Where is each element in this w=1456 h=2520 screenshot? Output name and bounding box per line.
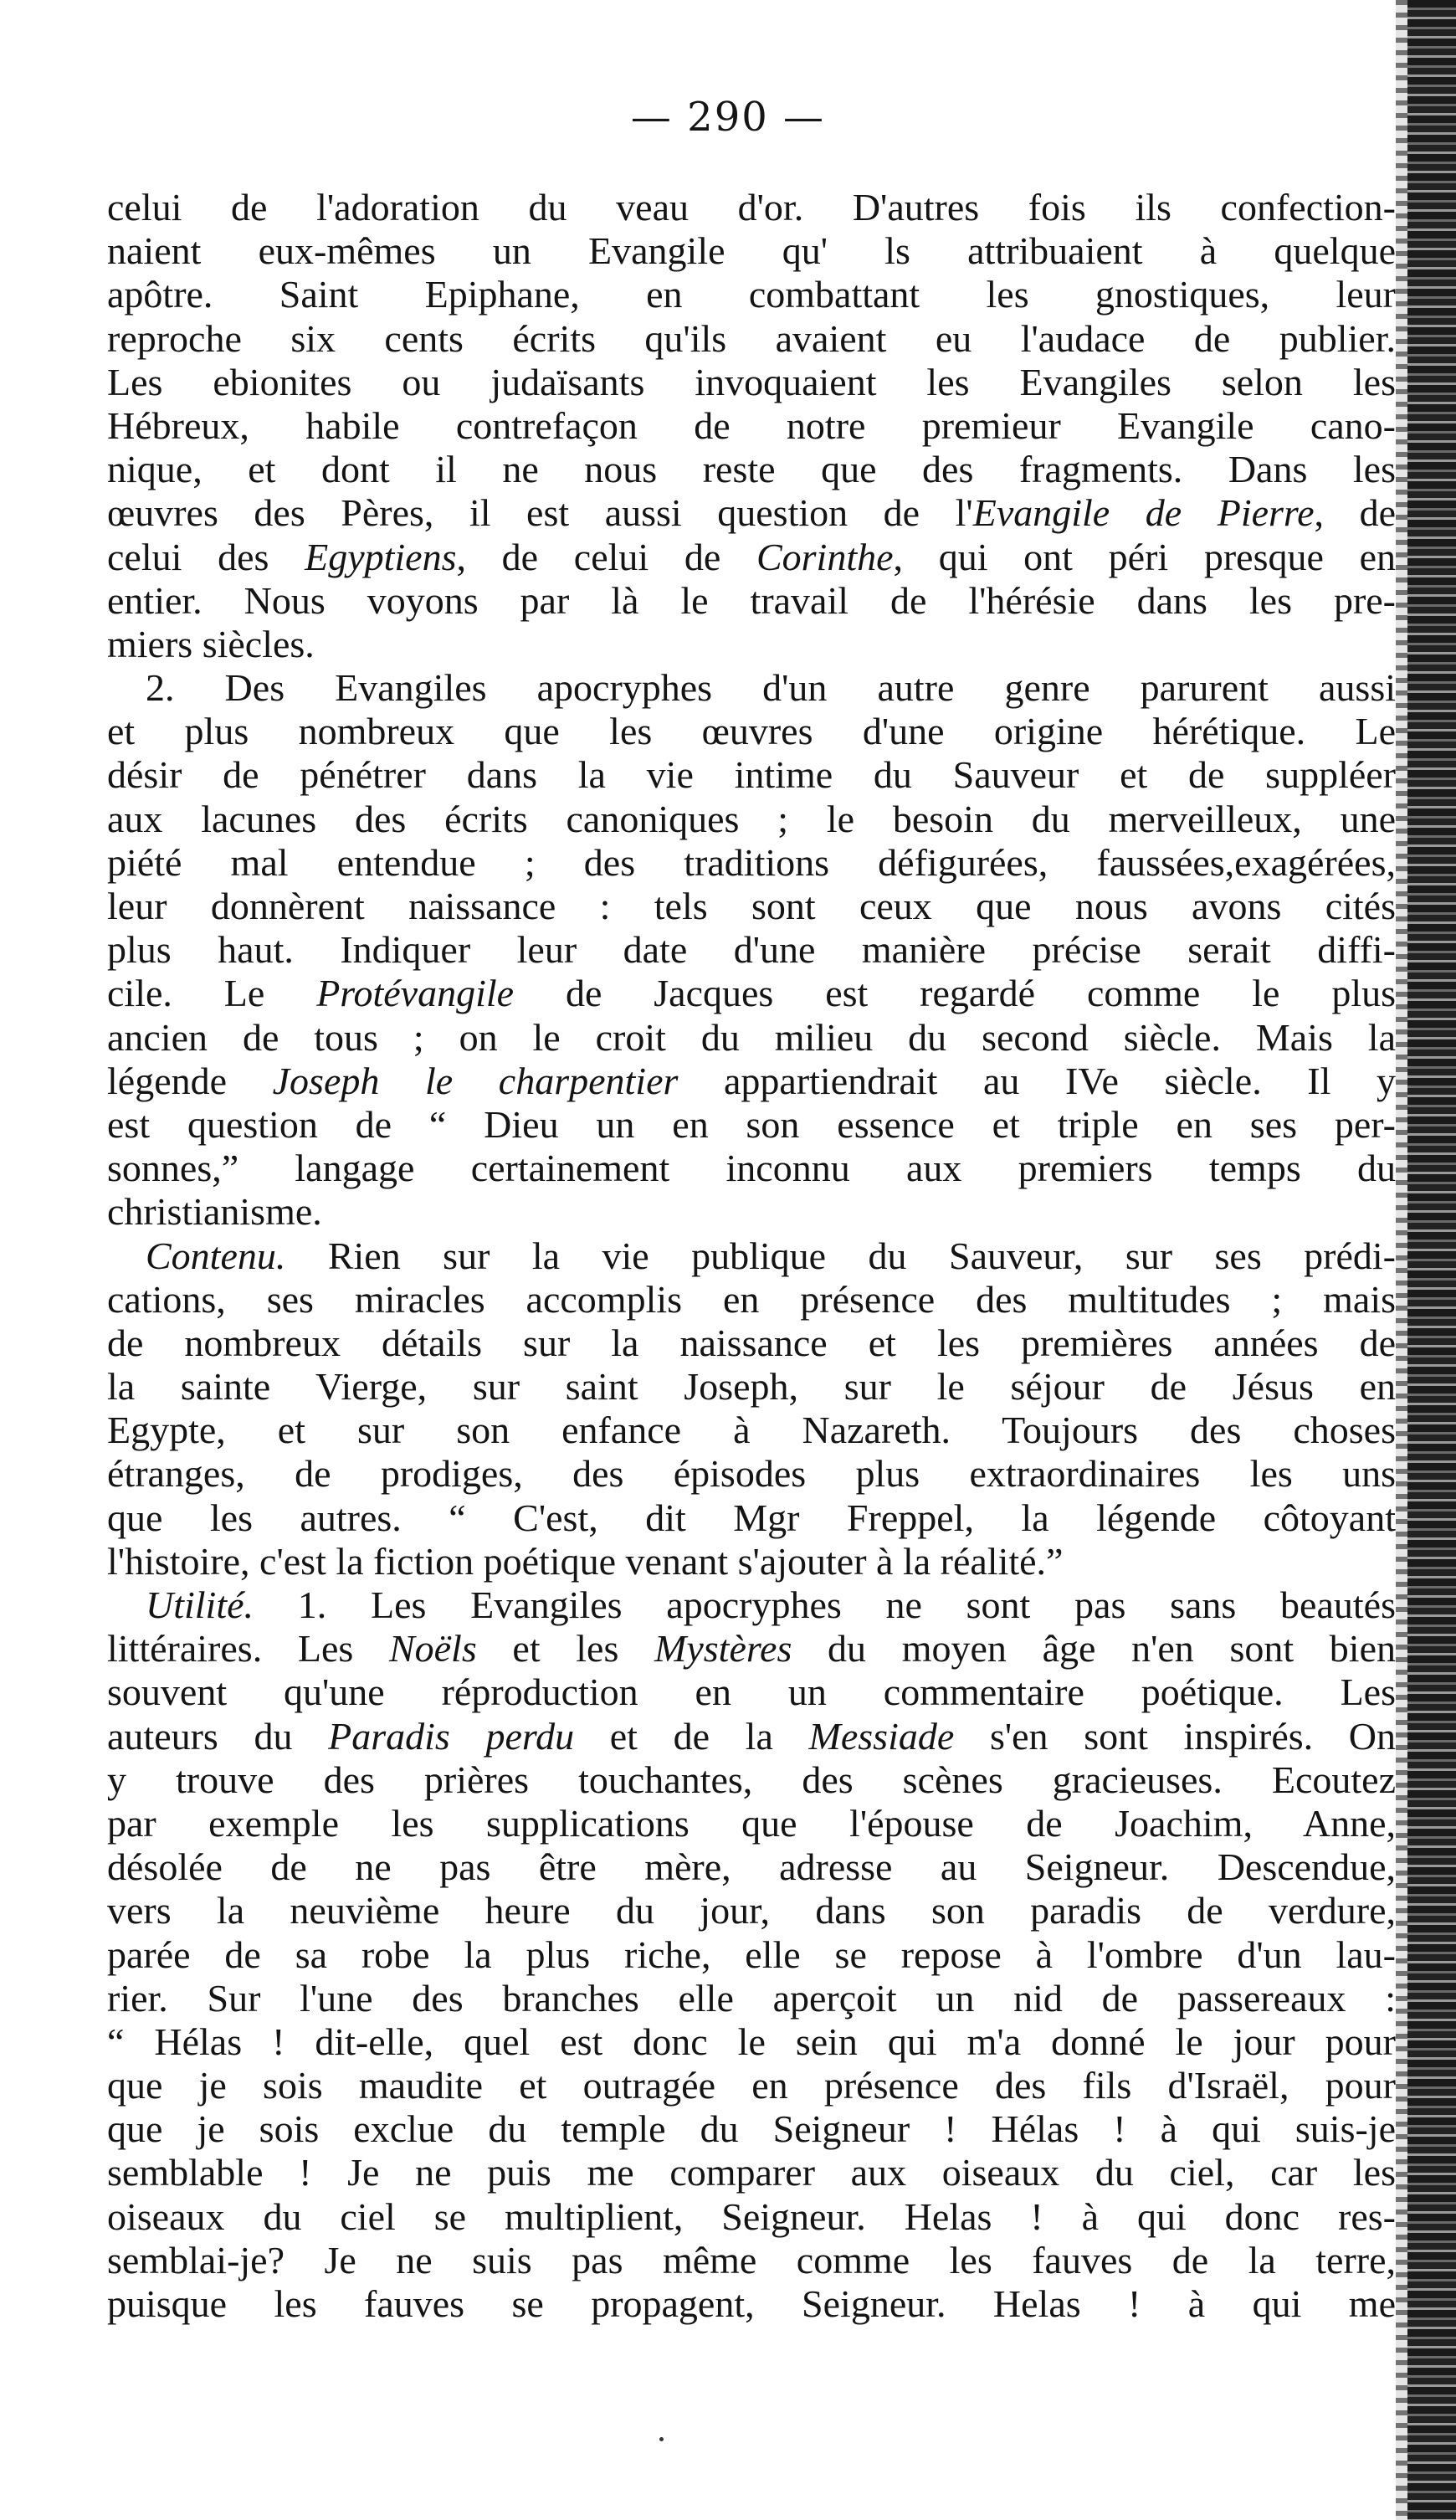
text-line [107,1627,1396,1671]
italic-title: Protévangile [316,972,515,1015]
text-line: oiseaux du ciel se multiplient, Seigneur. Helas ! à qui donc res- [107,2194,1396,2238]
text-line: plus haut. Indiquer leur date d'une manière précise serait diffi- [107,928,1396,972]
text-line: naient eux-mêmes un Evangile qu' ls attribuaient à quelque [107,229,1396,273]
scan-edge-shadow [1407,0,1456,2520]
text-line: de nombreux détails sur la naissance et les premières années de [107,1321,1396,1364]
text-line: entier. Nous voyons par là le travail de l'hérésie dans les pre- [107,578,1396,622]
text-line: vers la neuvième heure du jour, dans son paradis de verdure, [107,1889,1396,1932]
body-text [107,186,1396,2326]
text-segment: , de [1314,491,1396,535]
section-heading: Utilité. [146,1583,254,1626]
text-line: miers siècles. [107,622,315,665]
text-line: désir de pénétrer dans la vie intime du Sauveur et de suppléer [107,753,1396,797]
text-line: que je sois maudite et outragée en présence des fils d'Israël, pour [107,2064,1396,2107]
text-line: celui de l'adoration du veau d'or. D'autres fois ils confection- [107,186,1396,228]
text-line: souvent qu'une réproduction en un commentaire poétique. Les [107,1671,1396,1714]
text-line: la sainte Vierge, sur saint Joseph, sur le séjour de Jésus en [107,1365,1396,1409]
text-line: aux lacunes des écrits canoniques ; le besoin du merveilleux, une [107,797,1396,840]
text-segment: œuvres des Pères, il est aussi question de l' [107,491,973,535]
text-segment: et les [476,1627,655,1671]
text-line: semblai-je? Je ne suis pas même comme les fauves de la terre, [107,2238,1396,2281]
text-segment: , qui ont péri presque en [893,535,1397,578]
italic-title: Noëls [388,1627,477,1671]
italic-title: Evangile de Pierre [972,491,1315,535]
text-line: parée de sa robe la plus riche, elle se repose à l'ombre d'un lau- [107,1932,1396,1976]
text-line: et plus nombreux que les œuvres d'une origine hérétique. Le [107,710,1396,753]
text-line: sonnes,” langage certainement inconnu aux premiers temps du [107,1147,1396,1190]
text-line: désolée de ne pas être mère, adresse au Seigneur. Descendue, [107,1845,1396,1889]
text-line [107,1234,1396,1278]
text-segment: 1. Les Evangiles apocryphes ne sont pas sans beautés [254,1583,1396,1626]
text-line [107,1715,1396,1758]
text-line: christianisme. [107,1190,322,1234]
text-line [107,972,1396,1015]
text-line: Hébreux, habile contrefaçon de notre premieur Evangile cano- [107,403,1396,447]
italic-title: Corinthe [756,535,894,578]
text-segment: du moyen âge n'en sont bien [792,1627,1397,1671]
text-line: Egypte, et sur son enfance à Nazareth. Toujours des choses [107,1409,1396,1452]
text-line [107,1583,1396,1627]
text-line: leur donnèrent naissance : tels sont ceux que nous avons cités [107,885,1396,927]
text-line: piété mal entendue ; des traditions défigurées, faussées,exagérées, [107,840,1396,884]
section-heading: Contenu. [146,1234,286,1277]
text-segment: appartiendrait au IVe siècle. Il y [678,1059,1397,1102]
text-line: puisque les fauves se propagent, Seigneur. Helas ! à qui me [107,2282,1396,2325]
text-line [107,536,1396,579]
italic-title: Paradis perdu [328,1714,575,1758]
text-line: que je sois exclue du temple du Seigneur ! Hélas ! à qui suis-je [107,2107,1396,2151]
text-line: est question de “ Dieu un en son essence et triple en ses per- [107,1102,1396,1146]
text-line [107,1060,1396,1103]
print-speck [659,2437,664,2441]
text-segment: auteurs du [107,1714,329,1758]
text-line: y trouve des prières touchantes, des scènes gracieuses. Ecoutez [107,1758,1396,1801]
text-line: étranges, de prodiges, des épisodes plus extraordinaires les uns [107,1452,1396,1496]
text-line: que les autres. “ C'est, dit Mgr Freppel, la légende côtoyant [107,1496,1396,1539]
italic-title: Egyptiens [305,535,457,578]
text-segment: , de celui de [456,535,756,578]
text-line: rier. Sur l'une des branches elle aperçoit un nid de passereaux : [107,1976,1396,2020]
text-line: apôtre. Saint Epiphane, en combattant les gnostiques, leur [107,273,1396,316]
text-line: ancien de tous ; on le croit du milieu du second siècle. Mais la [107,1015,1396,1059]
italic-title: Mystères [654,1627,792,1671]
text-line: Les ebionites ou judaïsants invoquaient les Evangiles selon les [107,360,1396,403]
text-line: l'histoire, c'est la fiction poétique venant s'ajouter à la réalité.” [107,1539,1064,1583]
text-line: par exemple les supplications que l'épouse de Joachim, Anne, [107,1801,1396,1845]
text-segment: de Jacques est regardé comme le plus [514,972,1396,1015]
text-line: reproche six cents écrits qu'ils avaient eu l'audace de publier. [107,316,1396,360]
text-segment: Rien sur la vie publique du Sauveur, sur ses prédi- [285,1234,1396,1277]
text-segment: cile. Le [107,972,317,1015]
text-line: 2. Des Evangiles apocryphes d'un autre genre parurent aussi [146,666,1396,710]
text-line: nique, et dont il ne nous reste que des fragments. Dans les [107,448,1396,491]
page-number: — 290 — [630,94,826,141]
text-segment: celui des [107,535,305,578]
italic-title: Joseph le charpentier [272,1059,679,1102]
text-segment: s'en sont inspirés. On [954,1714,1397,1758]
text-segment: et de la [574,1714,809,1758]
text-segment: littéraires. Les [107,1627,389,1671]
text-line [107,491,1396,535]
text-line: “ Hélas ! dit-elle, quel est donc le sein qui m'a donné le jour pour [107,2020,1396,2063]
text-line: semblable ! Je ne puis me comparer aux oiseaux du ciel, car les [107,2151,1396,2194]
text-segment: légende [107,1059,273,1102]
italic-title: Messiade [808,1714,955,1758]
text-line: cations, ses miracles accomplis en présence des multitudes ; mais [107,1277,1396,1321]
